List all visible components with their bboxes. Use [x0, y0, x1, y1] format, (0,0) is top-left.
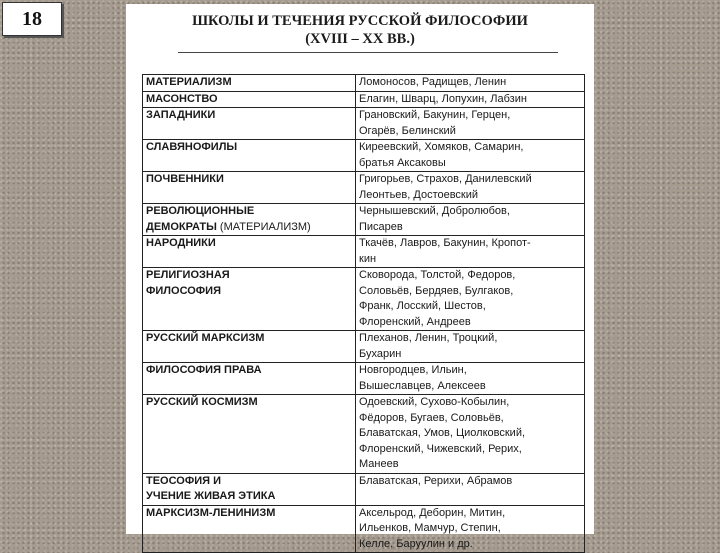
school-thinkers: Киреевский, Хомяков, Самарин, братья Аксаковы [356, 140, 585, 172]
table-row [143, 75, 585, 92]
table-row [143, 172, 585, 204]
school-thinkers: Ломоносов, Радищев, Ленин [356, 75, 585, 92]
page-title [126, 12, 594, 48]
school-thinkers: Аксельрод, Деборин, Митин, Ильенков, Мамчур, Степин, Келле, Баруулин и др. [356, 505, 585, 553]
school-name: ПОЧВЕННИКИ [143, 172, 356, 204]
school-name: РЕЛИГИОЗНАЯ ФИЛОСОФИЯ [143, 268, 356, 331]
school-thinkers: Грановский, Бакунин, Герцен, Огарёв, Белинский [356, 108, 585, 140]
school-thinkers: Сковорода, Толстой, Федоров, Соловьёв, Бердяев, Булгаков, Франк, Лосский, Шестов, Флоренский, Андреев [356, 268, 585, 331]
school-thinkers: Блаватская, Рерихи, Абрамов [356, 473, 585, 505]
slide-number: 18 [2, 2, 62, 36]
table-row [143, 473, 585, 505]
school-thinkers: Одоевский, Сухово-Кобылин, Фёдоров, Бугаев, Соловьёв, Блаватская, Умов, Циолковский, Флоренский, Чижевский, Рерих, Манеев [356, 395, 585, 474]
school-name: ЗАПАДНИКИ [143, 108, 356, 140]
document-page [126, 4, 594, 550]
table-row [143, 108, 585, 140]
table-row [143, 204, 585, 236]
school-name: РУССКИЙ КОСМИЗМ [143, 395, 356, 474]
school-thinkers: Елагин, Шварц, Лопухин, Лабзин [356, 91, 585, 108]
school-thinkers: Новгородцев, Ильин, Вышеславцев, Алексеев [356, 363, 585, 395]
table-row [143, 268, 585, 331]
school-name: НАРОДНИКИ [143, 236, 356, 268]
table-row [143, 505, 585, 553]
school-name: МАРКСИЗМ-ЛЕНИНИЗМ [143, 505, 356, 553]
school-name: ФИЛОСОФИЯ ПРАВА [143, 363, 356, 395]
school-name: ТЕОСОФИЯ И УЧЕНИЕ ЖИВАЯ ЭТИКА [143, 473, 356, 505]
school-note: (МАТЕРИАЛИЗМ) [216, 220, 311, 233]
school-thinkers: Ткачёв, Лавров, Бакунин, Кропот- кин [356, 236, 585, 268]
school-thinkers: Чернышевский, Добролюбов, Писарев [356, 204, 585, 236]
schools-table [142, 74, 585, 553]
school-name: РЕВОЛЮЦИОННЫЕ ДЕМОКРАТЫ (МАТЕРИАЛИЗМ) [143, 204, 356, 236]
school-name: СЛАВЯНОФИЛЫ [143, 140, 356, 172]
table-row [143, 331, 585, 363]
table-row [143, 140, 585, 172]
school-name: РУССКИЙ МАРКСИЗМ [143, 331, 356, 363]
title-line-2: (XVIII – XX ВВ.) [305, 31, 415, 47]
table-row [143, 236, 585, 268]
table-row [143, 91, 585, 108]
table-row [143, 395, 585, 474]
school-name: МАСОНСТВО [143, 91, 356, 108]
title-divider [178, 52, 558, 53]
title-line-1: ШКОЛЫ И ТЕЧЕНИЯ РУССКОЙ ФИЛОСОФИИ [192, 13, 528, 29]
school-thinkers: Григорьев, Страхов, Данилевский Леонтьев, Достоевский [356, 172, 585, 204]
school-name: МАТЕРИАЛИЗМ [143, 75, 356, 92]
table-row [143, 363, 585, 395]
school-thinkers: Плеханов, Ленин, Троцкий, Бухарин [356, 331, 585, 363]
